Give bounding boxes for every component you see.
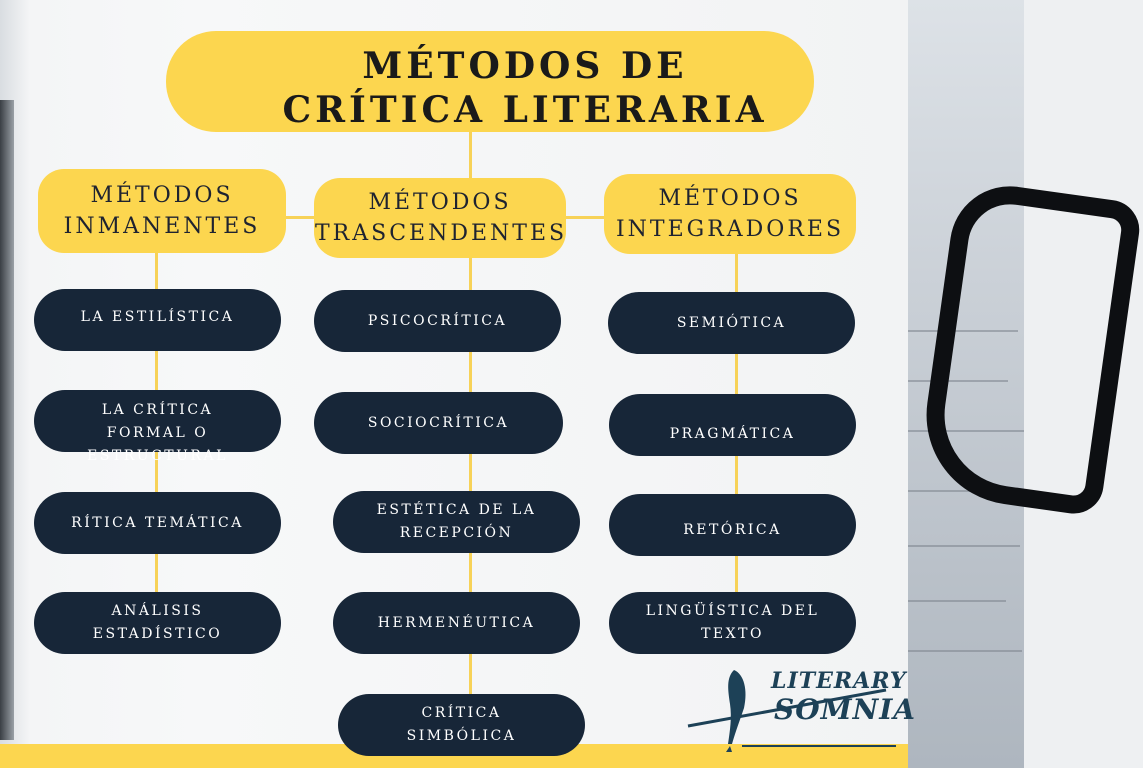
method-node	[338, 694, 585, 756]
method-node	[34, 289, 281, 351]
category-label: MÉTODOS TRASCENDENTES	[315, 190, 568, 246]
method-node	[34, 492, 281, 554]
eyeglasses-image	[915, 179, 1143, 518]
method-label: SEMIÓTICA	[676, 314, 787, 331]
method-label: LA CRÍTICA FORMAL O ESTRUCTURAL	[87, 401, 228, 464]
category-inmanentes	[38, 169, 286, 253]
logo-text-somnia: SOMNIA	[774, 693, 917, 726]
category-label: MÉTODOS INTEGRADORES	[615, 186, 845, 242]
category-integradores	[604, 174, 856, 254]
method-label: CRÍTICA SIMBÓLICA	[406, 705, 517, 744]
method-node	[34, 592, 281, 654]
method-node	[608, 292, 855, 354]
method-node	[609, 394, 856, 456]
title-node	[166, 31, 814, 132]
method-label: LINGÜÍSTICA DEL TEXTO	[645, 603, 820, 642]
method-label: PRAGMÁTICA	[669, 425, 796, 442]
connector	[563, 216, 605, 219]
logo-text-literary: LITERARY	[771, 668, 907, 694]
method-node	[609, 494, 856, 556]
diagram-title: MÉTODOS DE CRÍTICA LITERARIA	[282, 45, 768, 131]
method-label: SOCIOCRÍTICA	[367, 414, 510, 431]
method-label: ANÁLISIS ESTADÍSTICO	[92, 603, 223, 642]
method-node	[333, 592, 580, 654]
method-node	[333, 491, 580, 553]
connector	[284, 216, 318, 219]
method-node	[314, 290, 561, 352]
category-trascendentes	[314, 178, 566, 258]
method-node	[34, 390, 281, 464]
category-label: MÉTODOS INMANENTES	[63, 183, 261, 239]
method-node	[314, 392, 563, 454]
background-photo	[908, 0, 1024, 768]
method-label: ESTÉTICA DE LA RECEPCIÓN	[376, 502, 537, 541]
method-label: RETÓRICA	[683, 521, 782, 538]
method-label: RÍTICA TEMÁTICA	[71, 514, 244, 531]
method-node	[609, 592, 856, 654]
literary-somnia-logo	[686, 660, 917, 752]
method-label: HERMENÉUTICA	[377, 614, 536, 631]
connector	[469, 132, 472, 180]
method-label: PSICOCRÍTICA	[367, 312, 508, 329]
method-label: LA ESTILÍSTICA	[80, 308, 235, 325]
background-book-edge	[0, 100, 14, 740]
